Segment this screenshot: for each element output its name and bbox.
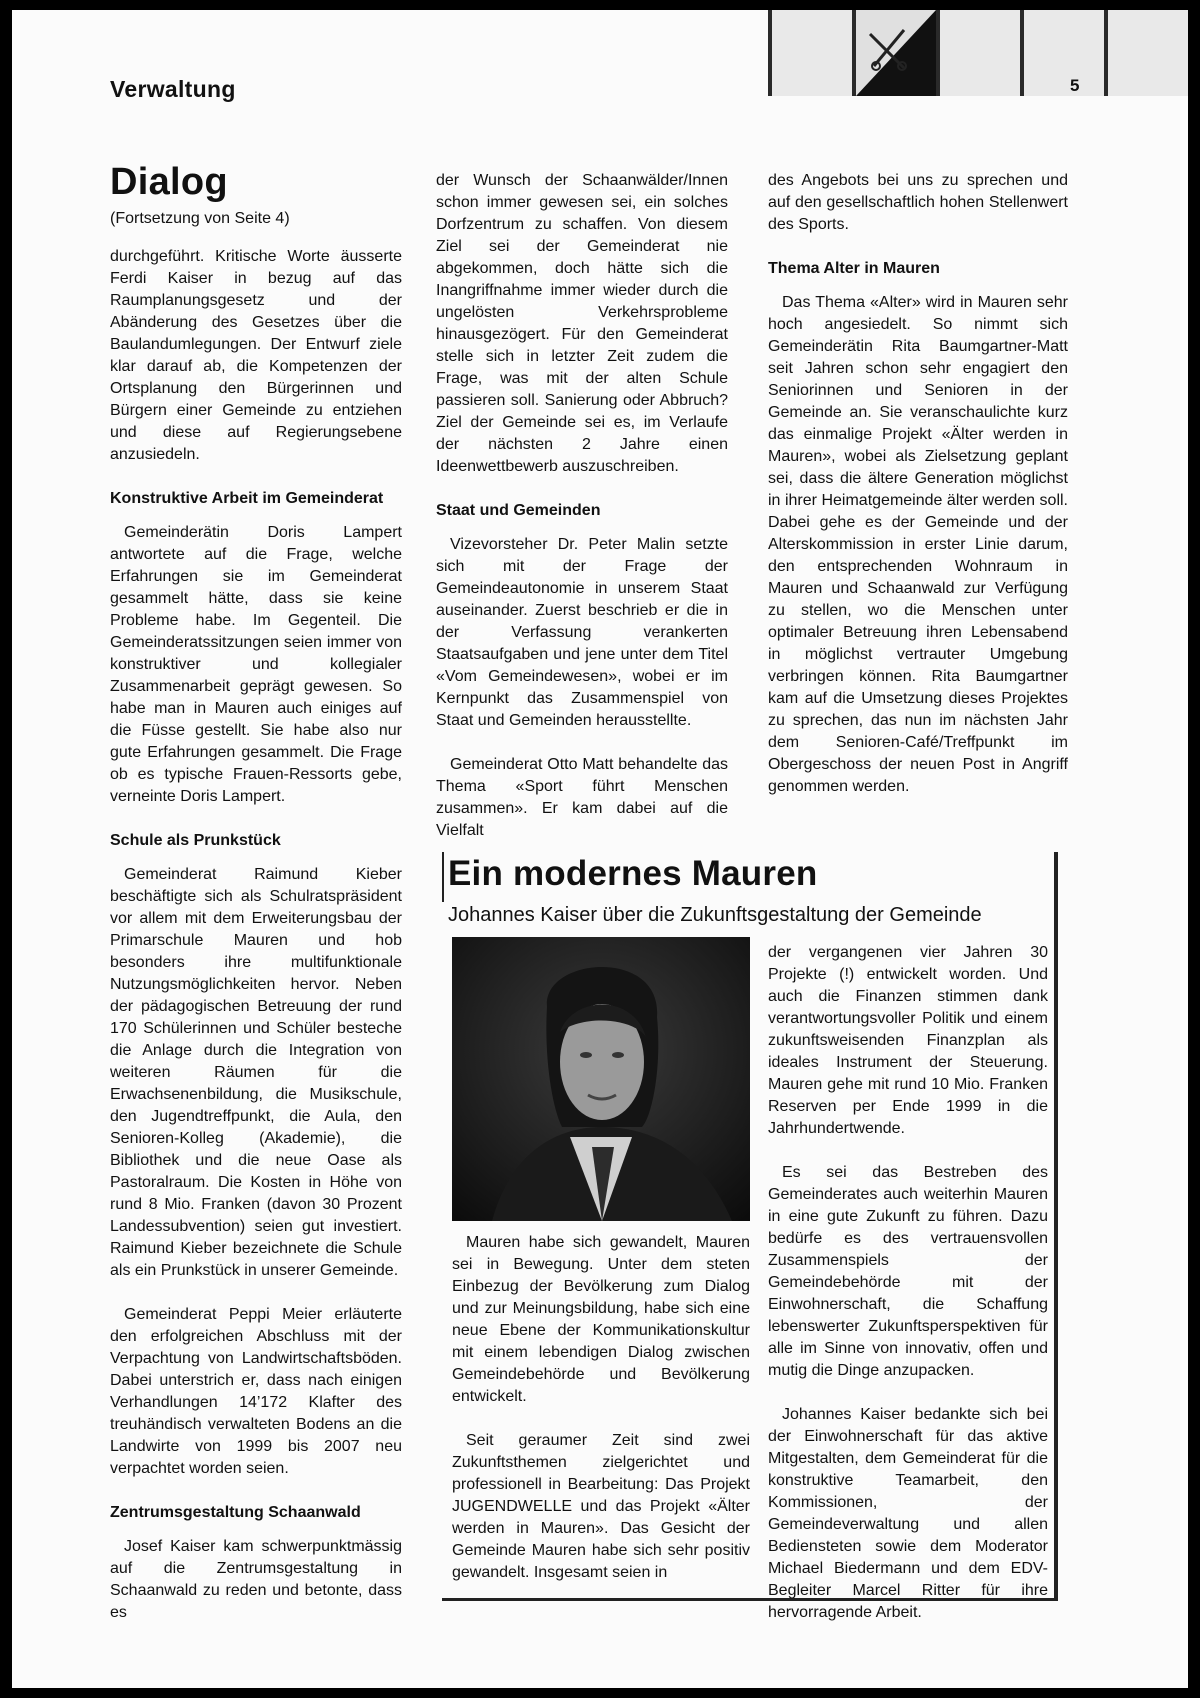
paragraph: der Wunsch der Schaanwälder/Innen schon immer gewesen sei, ein solches Dorfzentrum zu schaffen. Von diesem Ziel sei der Gemeinderat nie abgekommen, doch hätte sich die Inangriffnahme immer wieder durch die ungelösten Verkehrsprobleme hinausgezögert. Für den Gemeinderat stelle sich in letzter Zeit zudem die Frage, was mit der alten Schule passieren soll. Sanierung oder Abbruch? Ziel der Gemeinde sei es, im Verlaufe der nächsten 2 Jahre einen Ideenwettbewerb auszuschreiben. (436, 172, 728, 475)
page (12, 10, 1188, 1688)
paragraph: Vizevorsteher Dr. Peter Malin setzte sich mit der Frage der Gemeindeautonomie in unserem Staat auseinander. Zuerst beschrieb er die in der Verfassung verankerten Staatsaufgaben und jene unter dem Titel «Vom Gemeindewesen», wobei er im Kernpunkt das Zusammenspiel von Staat und Gemeinden herausstellte. (436, 536, 728, 729)
paragraph: Gemeinderat Raimund Kieber beschäftigte sich als Schulratspräsident vor allem mit dem Erweiterungsbau der Primarschule Mauren und hob besonders ihre multifunktionale Nutzungsmöglichkeiten hervor. Neben der pädagogischen Betreuung der rund 170 Schülerinnen und Schüler besteche die Anlage durch die Integration von weiteren Räumen für die Erwachsenenbildung, die Musikschule, den Jugendtreffpunkt, die Aula, den Senioren-Kolleg (Akademie), die Bibliothek und die neue Oase als Pastoralraum. Die Kosten in Höhe von rund 8 Mio. Franken (davon 30 Prozent Landessubvention) seien gut investiert. Raimund Kieber bezeichnete die Schule als ein Prunkstück in unserer Gemeinde. (110, 866, 402, 1279)
subheading: Zentrumsgestaltung Schaanwald (110, 1504, 361, 1521)
paragraph: des Angebots bei uns zu sprechen und auf den gesellschaftlich hohen Stellenwert des Sports. (768, 172, 1068, 233)
paragraph: der vergangenen vier Jahren 30 Projekte (!) entwickelt worden. Und auch die Finanzen stimmen dank verantwortungsvoller Politik und einem zukunftsweisenden Finanzplan als ideales Instrument der Steuerung. Mauren gehe mit rund 10 Mio. Franken Reserven per Ende 1999 in die Jahrhundertwende. (768, 944, 1048, 1137)
article-title: Dialog (110, 161, 228, 203)
subheading: Thema Alter in Mauren (768, 260, 940, 277)
paragraph: Das Thema «Alter» wird in Mauren sehr hoch angesiedelt. So nimmt sich Gemeinderätin Rita Baumgartner-Matt seit Jahren schon sehr engagiert den Seniorinnen und Senioren in der Gemeinde an. Sie veranschaulichte kurz das einmalige Projekt «Älter werden in Mauren», wobei als Zielsetzung geplant sei, dass die ältere Generation möglichst in ihrer Heimatgemeinde älter werden soll. Dabei gehe es der Gemeinde und der Alterskommission in erster Linie darum, den entsprechenden Wohnraum in Mauren und Schaanwald zur Verfügung zu stellen, wo die Menschen unter optimaler Betreuung ihren Lebensabend in möglichst vertrauter Umgebung verbringen können. Rita Baumgartner kam auf die Umsetzung dieses Projektes zu sprechen, das nun im nächsten Jahr dem Senioren-Café/Treffpunkt im Obergeschoss der neuen Post in Angriff genommen werden. (768, 294, 1068, 795)
box-subtitle: Johannes Kaiser über die Zukunftsgestaltung der Gemeinde (448, 904, 982, 926)
crest-icon (856, 10, 936, 96)
subheading: Schule als Prunkstück (110, 832, 281, 849)
column-2 (436, 170, 728, 864)
box-column-2 (768, 942, 1048, 1646)
paragraph: Gemeinderat Otto Matt behandelte das Thema «Sport führt Menschen zusammen». Er kam dabei auf die Vielfalt (436, 756, 728, 839)
portrait-photo (452, 937, 750, 1221)
header-grid (768, 10, 1188, 96)
section-title: Verwaltung (110, 76, 236, 102)
paragraph: durchgeführt. Kritische Worte äusserte Ferdi Kaiser in bezug auf das Raumplanungsgesetz und der Abänderung des Gesetzes über die Baulandumlegungen. Der Entwurf ziele klar darauf ab, die Kompetenzen der Ortsplanung den Bürgerinnen und Bürgern einer Gemeinde zu entziehen und diese auf Regierungsebene anzusiedeln. (110, 248, 402, 463)
subheading: Konstruktive Arbeit im Gemeinderat (110, 490, 384, 507)
subheading: Staat und Gemeinden (436, 502, 601, 519)
paragraph: Josef Kaiser kam schwerpunktmässig auf die Zentrumsgestaltung in Schaanwald zu reden und betonte, dass es (110, 1538, 402, 1621)
box-column-1 (452, 1232, 750, 1606)
paragraph: Mauren habe sich gewandelt, Mauren sei in Bewegung. Unter dem steten Einbezug der Bevölkerung zum Dialog und zur Meinungsbildung, habe sich eine neue Ebene der Kommunikationskultur mit einem lebendigen Dialog zwischen Gemeindebehörde und Bevölkerung entwickelt. (452, 1234, 750, 1405)
column-3 (768, 170, 1068, 820)
box-title: Ein modernes Mauren (448, 854, 818, 893)
page-number: 5 (1070, 76, 1080, 95)
paragraph: Gemeinderat Peppi Meier erläuterte den erfolgreichen Abschluss mit der Verpachtung von Landwirtschaftsböden. Dabei unterstrich er, dass nach einigen Verhandlungen 14’172 Klafter des treuhändisch verwalteten Bodens an die Landwirte von 1999 bis 2007 neu verpachtet worden seien. (110, 1306, 402, 1477)
paragraph: Johannes Kaiser bedankte sich bei der Einwohnerschaft für das aktive Mitgestalten, dem Gemeinderat für die konstruktive Teamarbeit, den Kommissionen, der Gemeindeverwaltung und allen Bediensteten sowie dem Moderator Michael Biedermann und dem EDV-Begleiter Marcel Ritter für ihre hervorragende Arbeit. (768, 1406, 1048, 1621)
column-1 (110, 160, 402, 1646)
article-continuation-note: (Fortsetzung von Seite 4) (110, 210, 290, 227)
paragraph: Es sei das Bestreben des Gemeinderates auch weiterhin Mauren in eine gute Zukunft zu führen. Dazu bedürfe es des vertrauensvollen Zusammenspiels der Gemeindebehörde mit der Einwohnerschaft, die Schaffung lebenswerter Zukunftsperspektiven für alle im Sinne von innovativ, offen und mutig die Dinge anzupacken. (768, 1164, 1048, 1379)
box-border-right (1054, 852, 1058, 1598)
paragraph: Gemeinderätin Doris Lampert antwortete auf die Frage, welche Erfahrungen sie im Gemeinderat gesammelt hätte, dass sie keine Probleme habe. Im Gegenteil. Die Gemeinderatssitzungen seien immer von konstruktiver und kollegialer Zusammenarbeit geprägt gewesen. So habe man in Mauren auch einiges auf die Füsse gestellt. Sie habe also nur gute Erfahrungen gesammelt. Die Frage ob es typische Frauen-Ressorts gebe, verneinte Doris Lampert. (110, 524, 402, 805)
paragraph: Seit geraumer Zeit sind zwei Zukunftsthemen zielgerichtet und professionell in Bearbeitung: Das Projekt JUGENDWELLE und das Projekt «Älter werden in Mauren». Das Gesicht der Gemeinde Mauren habe sich sehr positiv gewandelt. Insgesamt seien in (452, 1432, 750, 1581)
